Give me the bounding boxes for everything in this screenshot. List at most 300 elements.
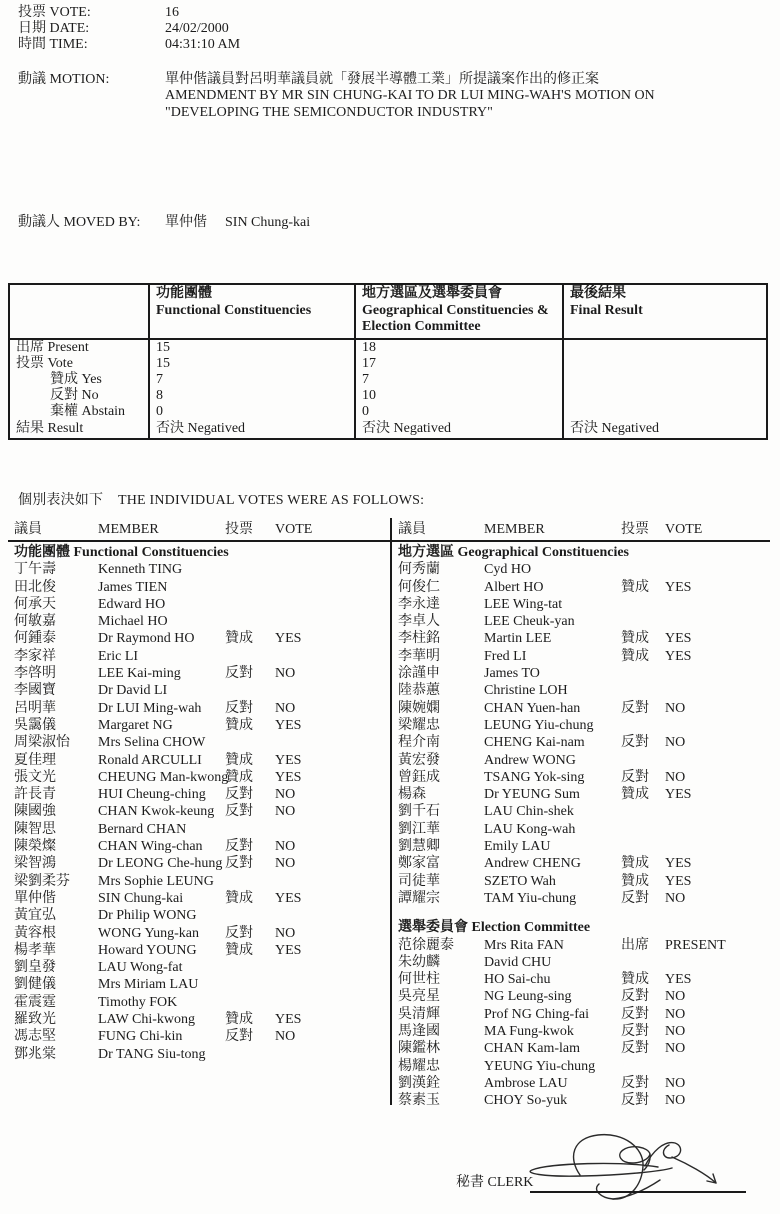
member-vote-zh: [225, 613, 275, 630]
date-row: [18, 21, 240, 37]
time-row: [18, 37, 240, 53]
member-name-zh: 單仲偕: [14, 890, 56, 906]
individual-votes-heading: [18, 492, 424, 509]
col-vote-en: VOTE: [275, 522, 313, 537]
member-name-zh: 吳清輝: [398, 1006, 440, 1022]
member-name-en: Mrs Rita FAN: [484, 937, 564, 953]
member-name-zh: 張文光: [14, 769, 56, 785]
moved-by-label: 動議人 MOVED BY:: [18, 215, 141, 230]
member-vote-zh: 贊成: [621, 873, 649, 889]
member-vote-en: YES: [275, 942, 302, 958]
member-row: [14, 907, 388, 924]
summary-header-blank: [10, 285, 148, 340]
member-row: [14, 596, 388, 613]
member-name-en: SZETO Wah: [484, 873, 556, 889]
member-name-en: Emily LAU: [484, 839, 551, 855]
summary-cell: 15: [156, 355, 170, 371]
member-name-zh: 陳婉嫻: [398, 700, 440, 716]
member-row: [398, 821, 772, 838]
summary-cell: 否決 Negatived: [362, 420, 452, 436]
member-name-zh: 呂明華: [14, 700, 56, 716]
member-name-zh: 李國寶: [14, 683, 56, 699]
member-row: [398, 937, 772, 954]
member-name-en: Timothy FOK: [98, 994, 178, 1010]
member-name-zh: 田北俊: [14, 579, 56, 595]
summary-row-label: 投票 Vote: [16, 355, 73, 371]
member-name-zh: 何秀蘭: [398, 562, 440, 578]
member-name-zh: 李柱銘: [398, 631, 440, 647]
summary-cell: [564, 388, 766, 404]
motion-line-zh: 單仲偕議員對呂明華議員就「發展半導體工業」所提議案作出的修正案: [165, 72, 599, 87]
member-name-en: HO Sai-chu: [484, 972, 551, 988]
member-row: [14, 821, 388, 838]
member-name-zh: 夏佳理: [14, 752, 56, 768]
member-vote-en: YES: [665, 579, 692, 595]
member-vote-en: [665, 954, 772, 971]
member-name-en: Eric LI: [98, 648, 139, 664]
member-vote-zh: [621, 838, 665, 855]
member-name-en: Bernard CHAN: [98, 821, 187, 837]
member-name-zh: 范徐麗泰: [398, 937, 454, 953]
member-name-en: Dr Philip WONG: [98, 908, 197, 924]
member-name-en: Dr YEUNG Sum: [484, 787, 580, 803]
member-name-en: NG Leung-sing: [484, 989, 572, 1005]
date-value: 24/02/2000: [165, 21, 229, 37]
member-name-zh: 楊耀忠: [398, 1058, 440, 1074]
member-row: [398, 1058, 772, 1075]
member-vote-zh: 贊成: [621, 631, 649, 647]
member-vote-zh: 反對: [225, 839, 253, 855]
member-row: [14, 1011, 388, 1028]
member-row: [14, 682, 388, 699]
votes-column-header-right: [398, 521, 772, 538]
member-vote-en: NO: [275, 1029, 296, 1045]
member-vote-en: [665, 682, 772, 699]
col-vote-en: VOTE: [665, 522, 703, 537]
member-vote-zh: [225, 561, 275, 578]
member-row: [398, 1092, 772, 1109]
member-vote-zh: 贊成: [225, 1012, 253, 1028]
vote-number-value: 16: [165, 5, 179, 20]
motion-line-en1: AMENDMENT BY MR SIN CHUNG-KAI TO DR LUI MING-WAH'S MOTION ON: [165, 88, 655, 104]
member-name-zh: 朱幼麟: [398, 954, 440, 970]
member-row: [398, 717, 772, 734]
member-name-zh: 劉慧卿: [398, 839, 440, 855]
member-row: [398, 613, 772, 630]
vote-number-row: [18, 5, 240, 21]
member-row: [14, 994, 388, 1011]
summary-row-label: 結果 Result: [16, 420, 84, 436]
time-value: 04:31:10 AM: [165, 37, 241, 53]
member-name-zh: 黃宜弘: [14, 908, 56, 924]
date-label: 日期 DATE:: [18, 21, 90, 37]
member-name-en: CHAN Wing-chan: [98, 839, 203, 855]
meta-block: [18, 5, 240, 54]
summary-cell: 7: [156, 371, 163, 387]
member-name-en: LEE Wing-tat: [484, 596, 563, 612]
member-name-zh: 司徒華: [398, 873, 440, 889]
member-vote-en: [665, 596, 772, 613]
member-row: [14, 959, 388, 976]
member-vote-en: [275, 873, 388, 890]
member-name-zh: 鄧兆棠: [14, 1046, 56, 1062]
member-name-zh: 丁午壽: [14, 562, 56, 578]
member-name-en: Cyd HO: [484, 562, 532, 578]
member-row: [398, 596, 772, 613]
member-vote-en: NO: [665, 769, 686, 785]
summary-row-label: 反對 No: [50, 387, 99, 403]
member-vote-en: YES: [665, 972, 692, 988]
col-member-en: MEMBER: [98, 522, 159, 537]
member-name-zh: 李永達: [398, 596, 440, 612]
member-row: [398, 579, 772, 596]
member-name-zh: 李家祥: [14, 648, 56, 664]
member-name-en: LEE Kai-ming: [98, 666, 181, 682]
summary-row-label: 棄權 Abstain: [50, 403, 126, 419]
member-name-en: FUNG Chi-kin: [98, 1029, 183, 1045]
member-vote-en: PRESENT: [665, 937, 726, 953]
member-name-en: Andrew CHENG: [484, 856, 581, 872]
member-name-zh: 楊森: [398, 787, 426, 803]
member-vote-zh: [621, 561, 665, 578]
member-name-zh: 李啓明: [14, 666, 56, 682]
member-name-en: LEE Cheuk-yan: [484, 614, 575, 630]
member-name-en: Fred LI: [484, 648, 527, 664]
member-row: [14, 838, 388, 855]
member-vote-en: NO: [665, 890, 686, 906]
member-row: [14, 752, 388, 769]
member-name-zh: 馮志堅: [14, 1029, 56, 1045]
member-vote-en: [275, 994, 388, 1011]
summary-cell: 0: [362, 403, 369, 419]
member-name-zh: 吳亮星: [398, 989, 440, 1005]
member-name-en: Mrs Sophie LEUNG: [98, 873, 214, 889]
member-name-en: Dr Raymond HO: [98, 631, 195, 647]
member-name-en: CHOY So-yuk: [484, 1093, 568, 1109]
member-vote-zh: [621, 682, 665, 699]
member-row: [398, 1075, 772, 1092]
member-name-zh: 陳智思: [14, 821, 56, 837]
member-name-en: James TIEN: [98, 579, 168, 595]
member-vote-en: [275, 734, 388, 751]
member-row: [398, 971, 772, 988]
member-vote-zh: 贊成: [225, 890, 253, 906]
member-vote-en: NO: [275, 666, 296, 682]
col-vote-zh: 投票: [225, 522, 253, 537]
member-vote-en: [665, 561, 772, 578]
member-vote-en: YES: [665, 873, 692, 889]
clerk-label: 秘書 CLERK: [456, 1175, 534, 1190]
member-name-en: CHAN Kam-lam: [484, 1041, 581, 1057]
member-row: [14, 648, 388, 665]
member-name-en: CHENG Kai-nam: [484, 735, 585, 751]
summary-header-final: 最後結果 Final Result: [562, 285, 766, 340]
member-name-en: David CHU: [484, 954, 552, 970]
motion-text: [165, 72, 655, 121]
member-vote-zh: 反對: [621, 769, 649, 785]
summary-row-labels: [10, 340, 148, 438]
member-vote-zh: [621, 613, 665, 630]
constituency-group-header: 功能團體 Functional Constituencies: [14, 545, 229, 560]
member-name-zh: 鄭家富: [398, 856, 440, 872]
member-row: [398, 988, 772, 1005]
member-name-en: Prof NG Ching-fai: [484, 1006, 589, 1022]
member-row: [398, 734, 772, 751]
member-vote-zh: [225, 596, 275, 613]
member-row: [14, 925, 388, 942]
summary-cell: 否決 Negatived: [156, 420, 246, 436]
col-member-en: MEMBER: [484, 522, 545, 537]
member-name-zh: 李卓人: [398, 614, 440, 630]
member-vote-zh: [621, 821, 665, 838]
member-name-zh: 劉皇發: [14, 960, 56, 976]
member-row: [398, 665, 772, 682]
member-name-en: Martin LEE: [484, 631, 552, 647]
member-name-zh: 馬逢國: [398, 1024, 440, 1040]
summary-table-header: [10, 285, 766, 340]
member-name-en: TSANG Yok-sing: [484, 769, 585, 785]
member-name-en: Christine LOH: [484, 683, 568, 699]
member-row: [14, 665, 388, 682]
member-vote-zh: [225, 907, 275, 924]
member-row: [398, 890, 772, 907]
member-vote-zh: 贊成: [621, 579, 649, 595]
member-vote-en: NO: [665, 1024, 686, 1040]
member-vote-en: YES: [665, 787, 692, 803]
member-vote-zh: 反對: [225, 925, 253, 941]
member-vote-en: NO: [665, 735, 686, 751]
member-vote-en: [275, 613, 388, 630]
member-vote-zh: 反對: [621, 1006, 649, 1022]
member-row: [14, 579, 388, 596]
member-name-en: LAU Chin-shek: [484, 804, 574, 820]
member-vote-zh: 反對: [225, 666, 253, 682]
member-name-zh: 程介南: [398, 735, 440, 751]
member-vote-en: YES: [275, 752, 302, 768]
col-member-zh: 議員: [14, 522, 42, 537]
member-name-zh: 梁耀忠: [398, 717, 440, 733]
geographical-ec-members-column: [398, 544, 772, 1110]
member-row: [398, 838, 772, 855]
member-name-zh: 劉江華: [398, 821, 440, 837]
member-vote-zh: [225, 873, 275, 890]
summary-row-label: 贊成 Yes: [50, 371, 102, 387]
member-vote-zh: 反對: [621, 989, 649, 1005]
summary-cell: 否決 Negatived: [570, 420, 660, 436]
member-vote-zh: [225, 994, 275, 1011]
member-row: [398, 682, 772, 699]
member-name-en: CHEUNG Man-kwong: [98, 769, 229, 785]
member-vote-zh: 出席: [621, 937, 649, 953]
member-row: [398, 1023, 772, 1040]
member-name-zh: 梁智鴻: [14, 856, 56, 872]
summary-table-body: [10, 340, 766, 438]
member-vote-en: NO: [275, 700, 296, 716]
summary-values-col2: [354, 340, 562, 438]
member-name-zh: 霍震霆: [14, 994, 56, 1010]
column-divider: [390, 518, 392, 1105]
member-vote-en: NO: [275, 804, 296, 820]
summary-cell: [564, 356, 766, 372]
functional-members-column: [14, 544, 388, 1063]
member-name-zh: 黃容根: [14, 925, 56, 941]
member-name-zh: 楊孝華: [14, 942, 56, 958]
member-name-en: Dr LEONG Che-hung: [98, 856, 223, 872]
member-row: [398, 1006, 772, 1023]
member-row: [14, 1046, 388, 1063]
member-name-zh: 李華明: [398, 648, 440, 664]
member-row: [14, 734, 388, 751]
member-row: [398, 1040, 772, 1057]
member-vote-en: YES: [665, 856, 692, 872]
member-name-en: LAU Wong-fat: [98, 960, 183, 976]
summary-cell: 17: [362, 355, 376, 371]
member-vote-en: NO: [275, 787, 296, 803]
member-name-en: Michael HO: [98, 614, 168, 630]
member-vote-zh: 反對: [225, 856, 253, 872]
member-vote-en: NO: [665, 1006, 686, 1022]
member-vote-en: [665, 1058, 772, 1075]
member-name-en: Ambrose LAU: [484, 1075, 568, 1091]
clerk-signature-block: [420, 1130, 780, 1214]
member-vote-zh: [225, 821, 275, 838]
member-vote-en: [275, 821, 388, 838]
member-row: [398, 561, 772, 578]
member-vote-en: [275, 959, 388, 976]
motion-label: 動議 MOTION:: [18, 72, 110, 87]
member-vote-en: YES: [275, 631, 302, 647]
member-row: [14, 1028, 388, 1045]
member-name-en: Margaret NG: [98, 717, 173, 733]
member-name-zh: 陳國強: [14, 804, 56, 820]
summary-cell: 7: [362, 371, 369, 387]
individual-heading-zh: 個別表決如下: [18, 493, 104, 508]
member-vote-en: [275, 1046, 388, 1063]
group-spacer: [398, 907, 772, 919]
member-vote-en: YES: [665, 648, 692, 664]
member-vote-en: [665, 821, 772, 838]
member-vote-zh: 贊成: [225, 717, 253, 733]
member-vote-zh: [225, 579, 275, 596]
member-vote-zh: [621, 803, 665, 820]
member-row: [398, 630, 772, 647]
member-name-zh: 吳靄儀: [14, 717, 56, 733]
member-vote-en: NO: [665, 1041, 686, 1057]
summary-cell: 0: [156, 403, 163, 419]
member-vote-zh: 贊成: [621, 972, 649, 988]
member-vote-zh: [621, 1058, 665, 1075]
motion-line-en2: "DEVELOPING THE SEMICONDUCTOR INDUSTRY": [165, 104, 493, 120]
member-name-zh: 何鍾泰: [14, 631, 56, 647]
member-vote-en: [665, 803, 772, 820]
individual-heading-en: THE INDIVIDUAL VOTES WERE AS FOLLOWS:: [118, 493, 425, 508]
member-row: [14, 942, 388, 959]
member-vote-zh: [621, 596, 665, 613]
member-vote-en: YES: [275, 1012, 302, 1028]
member-row: [398, 700, 772, 717]
member-vote-en: [665, 752, 772, 769]
member-name-en: LAU Kong-wah: [484, 821, 576, 837]
member-vote-en: YES: [275, 769, 302, 785]
member-name-en: Mrs Miriam LAU: [98, 977, 199, 993]
summary-header-functional: 功能團體 Functional Constituencies: [148, 285, 354, 340]
member-vote-zh: 反對: [621, 890, 649, 906]
member-vote-zh: 贊成: [225, 752, 253, 768]
signature-line: [530, 1191, 746, 1193]
member-vote-zh: 贊成: [621, 648, 649, 664]
member-name-en: WONG Yung-kan: [98, 925, 199, 941]
member-vote-zh: 贊成: [225, 942, 253, 958]
member-vote-zh: [225, 682, 275, 699]
member-vote-en: YES: [665, 631, 692, 647]
member-vote-en: [275, 648, 388, 665]
member-name-en: Mrs Selina CHOW: [98, 735, 206, 751]
member-vote-en: [275, 907, 388, 924]
mover-name-en: SIN Chung-kai: [225, 215, 311, 230]
member-row: [398, 954, 772, 971]
member-name-zh: 何承天: [14, 596, 56, 612]
member-vote-zh: 贊成: [225, 769, 253, 785]
member-vote-zh: [225, 959, 275, 976]
member-name-en: LEUNG Yiu-chung: [484, 717, 594, 733]
member-name-zh: 黃宏發: [398, 752, 440, 768]
member-name-en: Kenneth TING: [98, 562, 183, 578]
summary-values-col3: [562, 340, 766, 438]
member-row: [14, 976, 388, 993]
member-vote-zh: 反對: [621, 1093, 649, 1109]
member-vote-zh: [225, 734, 275, 751]
member-row: [14, 769, 388, 786]
member-row: [398, 873, 772, 890]
member-vote-en: NO: [665, 700, 686, 716]
member-vote-zh: [225, 648, 275, 665]
member-vote-en: [665, 717, 772, 734]
summary-row-label: 出席 Present: [16, 339, 89, 355]
member-name-en: YEUNG Yiu-chung: [484, 1058, 596, 1074]
col-vote-zh: 投票: [621, 522, 649, 537]
member-name-en: TAM Yiu-chung: [484, 890, 577, 906]
member-name-zh: 何世柱: [398, 972, 440, 988]
member-name-en: HUI Cheung-ching: [98, 787, 206, 803]
member-row: [14, 630, 388, 647]
member-row: [14, 561, 388, 578]
member-name-en: Dr LUI Ming-wah: [98, 700, 202, 716]
member-vote-zh: 反對: [225, 1029, 253, 1045]
constituency-group-header: 選舉委員會 Election Committee: [398, 920, 591, 936]
member-name-zh: 何俊仁: [398, 579, 440, 595]
member-vote-zh: 贊成: [225, 631, 253, 647]
summary-cell: [564, 404, 766, 420]
member-name-en: Dr David LI: [98, 683, 168, 699]
member-name-en: SIN Chung-kai: [98, 890, 184, 906]
member-name-zh: 劉健儀: [14, 977, 56, 993]
member-name-zh: 周梁淑怡: [14, 735, 70, 751]
summary-values-col1: [148, 340, 354, 438]
member-name-zh: 何敏嘉: [14, 614, 56, 630]
vote-summary-table: [8, 283, 768, 440]
header-underline: [8, 540, 770, 542]
moved-by-block: [18, 214, 310, 231]
member-name-zh: 梁劉柔芬: [14, 873, 70, 889]
col-member-zh: 議員: [398, 522, 426, 537]
member-name-zh: 許長青: [14, 787, 56, 803]
member-name-en: MA Fung-kwok: [484, 1024, 574, 1040]
member-vote-en: [665, 838, 772, 855]
member-row: [14, 873, 388, 890]
member-row: [14, 613, 388, 630]
member-vote-zh: 贊成: [621, 787, 649, 803]
member-vote-en: NO: [665, 989, 686, 1005]
